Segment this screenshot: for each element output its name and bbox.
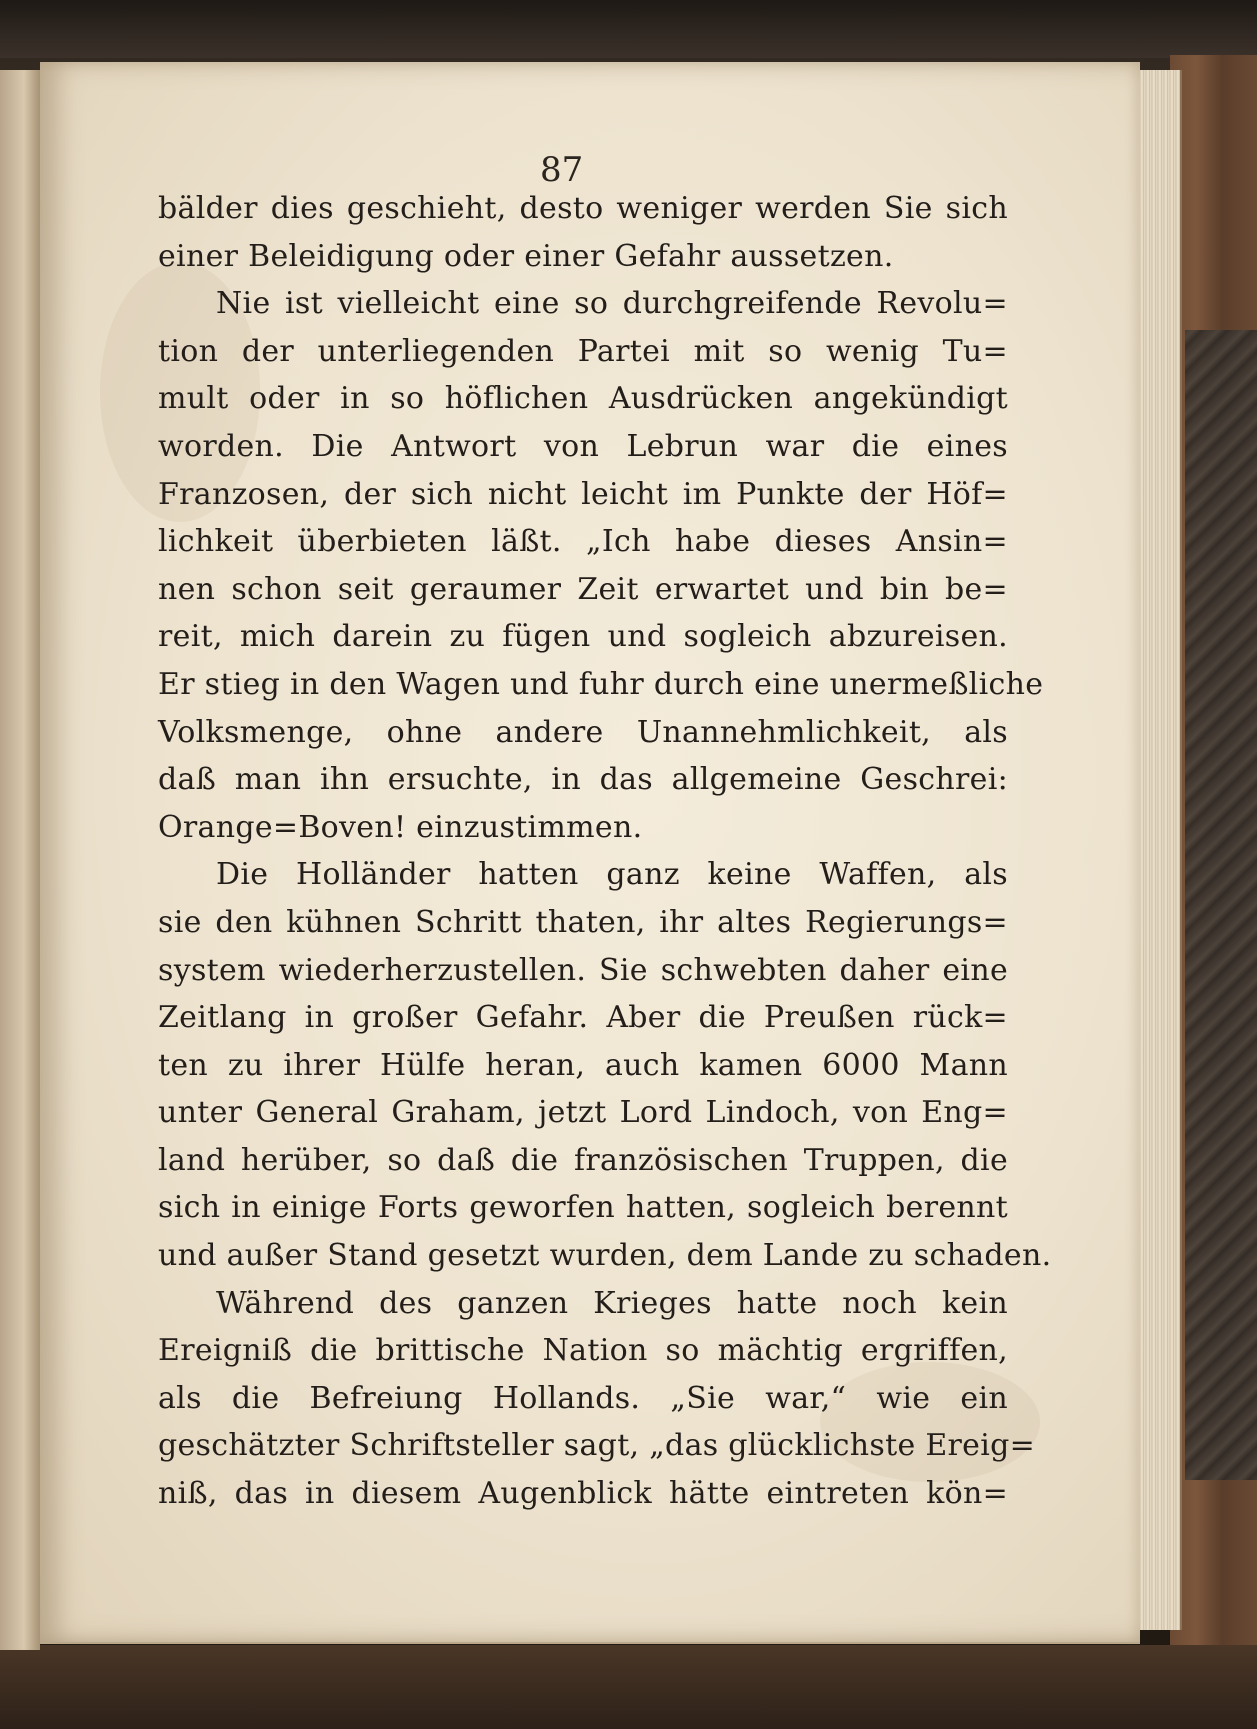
text-line: sie den kühnen Schritt thaten, ihr altes Regierungs= — [158, 904, 1008, 940]
text-line: bälder dies geschieht, desto weniger werden Sie sich — [158, 191, 1008, 226]
text-line: unter General Graham, jetzt Lord Lindoch, von Eng= — [158, 1095, 1008, 1131]
facing-page-edge — [0, 70, 40, 1650]
text-line: tion der unterliegenden Partei mit so wenig Tu= — [158, 333, 1008, 369]
text-line: Die Holländer hatten ganz keine Waffen, als — [216, 857, 1008, 893]
text-line: land herüber, so daß die französischen Truppen, die — [158, 1142, 1008, 1178]
text-line: Franzosen, der sich nicht leicht im Punkte der Höf= — [158, 476, 1008, 512]
text-line: daß man ihn ersuchte, in das allgemeine Geschrei: — [158, 762, 1008, 798]
text-line: Während des ganzen Krieges hatte noch kein — [216, 1285, 1008, 1321]
text-line: sich in einige Forts geworfen hatten, sogleich berennt — [158, 1190, 1008, 1226]
text-line: Er stieg in den Wagen und fuhr durch eine unermeßliche — [158, 666, 1044, 702]
text-line: und außer Stand gesetzt wurden, dem Lande zu schaden. — [158, 1238, 1052, 1274]
text-line: ten zu ihrer Hülfe heran, auch kamen 6000 Mann — [158, 1047, 1008, 1083]
text-line: nen schon seit geraumer Zeit erwartet und bin be= — [158, 571, 1008, 607]
text-line: reit, mich darein zu fügen und sogleich abzureisen. — [158, 619, 1008, 655]
text-line: geschätzter Schriftsteller sagt, „das glücklichste Ereig= — [158, 1428, 1036, 1464]
text-line: Ereigniß die brittische Nation so mächtig ergriffen, — [158, 1333, 1008, 1369]
text-line: einer Beleidigung oder einer Gefahr aussetzen. — [158, 238, 894, 274]
text-line: Orange=Boven! einzustimmen. — [158, 809, 643, 845]
text-line: worden. Die Antwort von Lebrun war die eines — [158, 428, 1008, 464]
marbled-cover — [1185, 330, 1257, 1480]
book-cover-top — [0, 0, 1257, 58]
text-line: Zeitlang in großer Gefahr. Aber die Preußen rück= — [158, 1000, 1008, 1036]
page-number: 87 — [540, 150, 584, 190]
text-line: als die Befreiung Hollands. „Sie war,“ wie ein — [158, 1380, 1008, 1416]
text-line: Volksmenge, ohne andere Unannehmlichkeit, als — [158, 714, 1008, 750]
text-line: Nie ist vielleicht eine so durchgreifende Revolu= — [216, 286, 1008, 322]
page-text — [158, 185, 1052, 1518]
text-line: mult oder in so höflichen Ausdrücken angekündigt — [158, 381, 1008, 417]
text-line: niß, das in diesem Augenblick hätte eintreten kön= — [158, 1476, 1008, 1512]
text-line: lichkeit überbieten läßt. „Ich habe dieses Ansin= — [158, 524, 1008, 560]
book-board-bottom — [0, 1645, 1257, 1729]
text-line: system wiederherzustellen. Sie schwebten daher eine — [158, 952, 1008, 988]
